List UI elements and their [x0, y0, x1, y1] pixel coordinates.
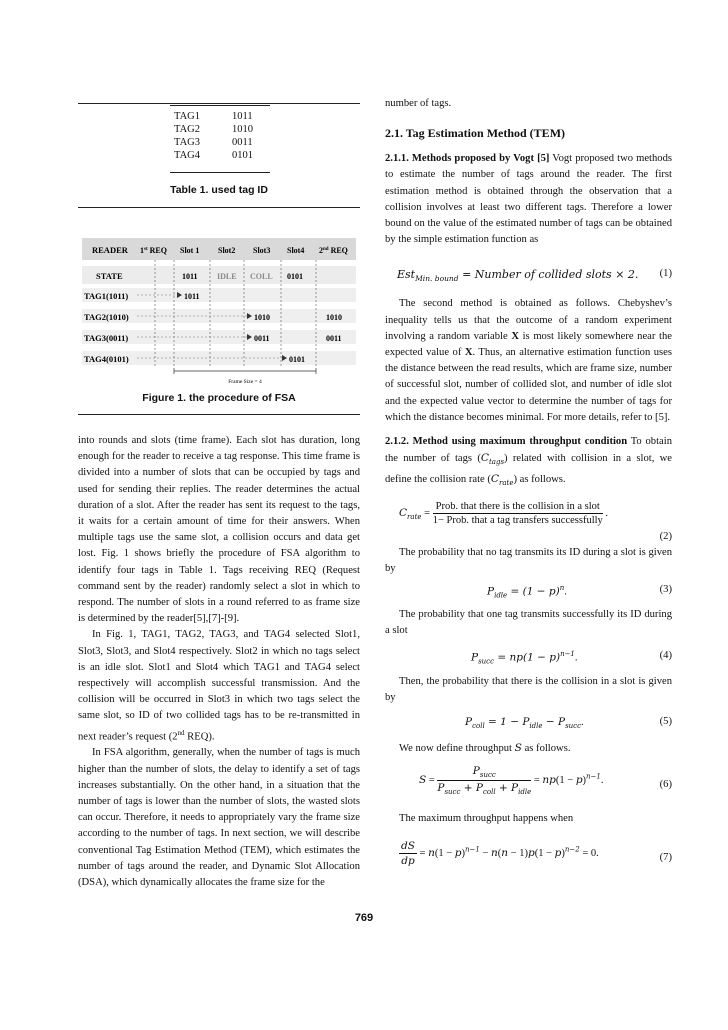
- equation-6: S = $\frac{P_{succ}}{P_{succ} + P_{coll} + P_{idle}}$ = $np(1 - p)^{n-1}$. (6): [419, 765, 672, 797]
- paragraph-chebyshev: The second method is obtained as follows. Chebyshev’s inequality tells us that the outcome of a random experiment involving a random variable X is most likely somewhere near the expected value of X. Thus, an alternative estimation function uses the distance between the read results, which are frame size, number of successful slot, number of collided slot, and number of idle slot and the expected value vector to determine the number of tags for which the distance becomes minimal. For more details, refer to [5].: [385, 298, 672, 423]
- table-row: TAG3 0011: [174, 137, 253, 148]
- tag4-response: 0101: [289, 355, 305, 364]
- page-number: 769: [354, 912, 374, 924]
- state-slot3: COLL: [250, 272, 273, 281]
- header-slot4: Slot4: [287, 246, 305, 255]
- tag-id-table: [174, 111, 253, 163]
- figure-rule-bottom: [78, 414, 360, 415]
- equation-1: Est$_{Min. bound}$ = Number of collided slots × 2. (1): [397, 268, 672, 284]
- right-col: [385, 96, 672, 884]
- equation-5: $P_{coll} = 1 - P_{idle} - P_{succ}$. (5): [465, 716, 672, 731]
- paragraph-coll: Then, the probability that there is the collision in a slot is given by: [385, 675, 672, 703]
- paragraph-fig1-explanation: In Fig. 1, TAG1, TAG2, TAG3, and TAG4 selected Slot1, Slot3, Slot3, and Slot4 respectively. Slot2 in which no tags select is an idle slot. Slot1 and Slot4 which TAG1 and TAG4 select respectively will accomplish successful transmission. And the collision will be occurred in Slot3 in which two tags select the same slot, so ID of two collided tags has to be re-transmitted in next reader’s request (2nd REQ).: [78, 629, 360, 743]
- tag3-response: 0011: [254, 334, 270, 343]
- equation-4: $P_{succ} = np(1 - p)^{n-1}$. (4): [471, 649, 672, 666]
- table-rule-top: [78, 103, 360, 104]
- paragraph-max-happens: The maximum throughput happens when: [399, 813, 574, 825]
- header-slot3: Slot3: [253, 246, 271, 255]
- equation-2: $C_{rate}$ = $\frac{\text{Prob. that there is the collision in a slot}}{\text{1− Prob. that a tag transfers successfully}}$ . (2): [399, 500, 672, 542]
- table-caption: Table 1. used tag ID: [170, 184, 268, 196]
- frame-size-bracket: [174, 368, 316, 374]
- table-row: TAG2 1010: [174, 124, 253, 135]
- header-second-req: 2nd REQ: [319, 246, 348, 255]
- figure-rule-top: [78, 207, 360, 208]
- header-first-req: 1st REQ: [140, 246, 167, 255]
- paragraph-fsa-intro: into rounds and slots (time frame). Each slot has duration, long enough for the reader to receive a tag response. This time frame is divided into a number of slots that can be occupied by tags and used for sending their replies. The reader determines the actual duration of a slot. After the reader has sent its request to the tags, it waits for a certain amount of time for their answers. When multiple tags use the same slot, a collision occurs and data get lost. Fig. 1 shows briefly the procedure of FSA algorithm to identify four tags in Table 1. Tags receiving REQ (Request command sent by the reader) randomly select a slot in which to respond. The number of slots in a round referred to as frame size is determined by the reader[5],[7]-[9].: [78, 435, 360, 625]
- header-slot1: Slot 1: [180, 246, 200, 255]
- tag1-label: TAG1(1011): [84, 291, 129, 301]
- tag2-label: TAG2(1010): [84, 312, 129, 322]
- paragraph-number-of-tags: number of tags.: [385, 98, 452, 109]
- paragraph-max-throughput: 2.1.2. Method using maximum throughput condition To obtain the number of tags $(C_{tags})$ related with collision in a slot, we define the collision rate $(C_{rate})$ as follows.: [385, 436, 672, 487]
- table-inner-rule: [170, 105, 270, 106]
- state-label: STATE: [96, 271, 123, 281]
- state-slot2: IDLE: [217, 272, 237, 281]
- paragraph-vogt: 2.1.1. Methods proposed by Vogt [5] Vogt proposed two methods to estimate the number of tags around the reader. The first estimation method is obtained through the observation that a collision involves at least two different tags. Therefore a lower bound on the value of the estimated number of tags can be obtained by the simple estimation function as: [385, 153, 672, 246]
- left-body: [78, 433, 360, 891]
- header-slot2: Slot2: [218, 246, 236, 255]
- tag2-retransmit: 1010: [326, 313, 342, 322]
- tag3-retransmit: 0011: [326, 334, 342, 343]
- equation-7: $\frac{dS}{dp}$ = $n(1 - p)^{n-1} - n(n - 1)p(1 - p)^{n-2} = 0$. (7): [401, 839, 672, 867]
- tag3-label: TAG3(0011): [84, 333, 129, 343]
- paragraph-throughput-def: We now define throughput S as follows.: [399, 742, 571, 755]
- frame-size-label: Frame Size = 4: [228, 379, 262, 385]
- section-heading-tem: 2.1. Tag Estimation Method (TEM): [385, 126, 566, 141]
- state-slot4: 0101: [287, 272, 303, 281]
- equation-3: $P_{idle} = (1 - p)^n$. (3): [487, 584, 672, 600]
- state-slot1: 1011: [182, 272, 198, 281]
- tag1-response: 1011: [184, 292, 200, 301]
- table-row: TAG4 0101: [174, 150, 253, 161]
- table-inner-rule-bottom: [170, 172, 270, 173]
- tag2-response: 1010: [254, 313, 270, 322]
- figure-caption: Figure 1. the procedure of FSA: [142, 392, 296, 404]
- tag4-label: TAG4(0101): [84, 354, 129, 364]
- paragraph-idle: The probability that no tag transmits its ID during a slot is given by: [385, 546, 672, 575]
- response-arrows: [177, 292, 287, 361]
- response-guides: [137, 295, 282, 358]
- header-reader: READER: [92, 245, 128, 255]
- paragraph-fsa-delay: In FSA algorithm, generally, when the number of tags is much higher than the number of slots, the delay to identify a set of tags increases substantially. On the other hand, in a situation that the number of tags is lower than the number of slots, the wasted slots can occur. Therefore, it needs to appropriately vary the frame size according to the number of tags. In next section, we will describe conventional Tag Estimation Method (TEM), which estimates the number of tags around the reader, and Dynamic Slot Allocation (DSA), which dynamically allocates the frame size for the: [78, 747, 360, 889]
- table-row: TAG1 1011: [174, 111, 253, 122]
- paragraph-succ: The probability that one tag transmits successfully its ID during a slot: [385, 609, 672, 637]
- fsa-figure: [82, 238, 356, 388]
